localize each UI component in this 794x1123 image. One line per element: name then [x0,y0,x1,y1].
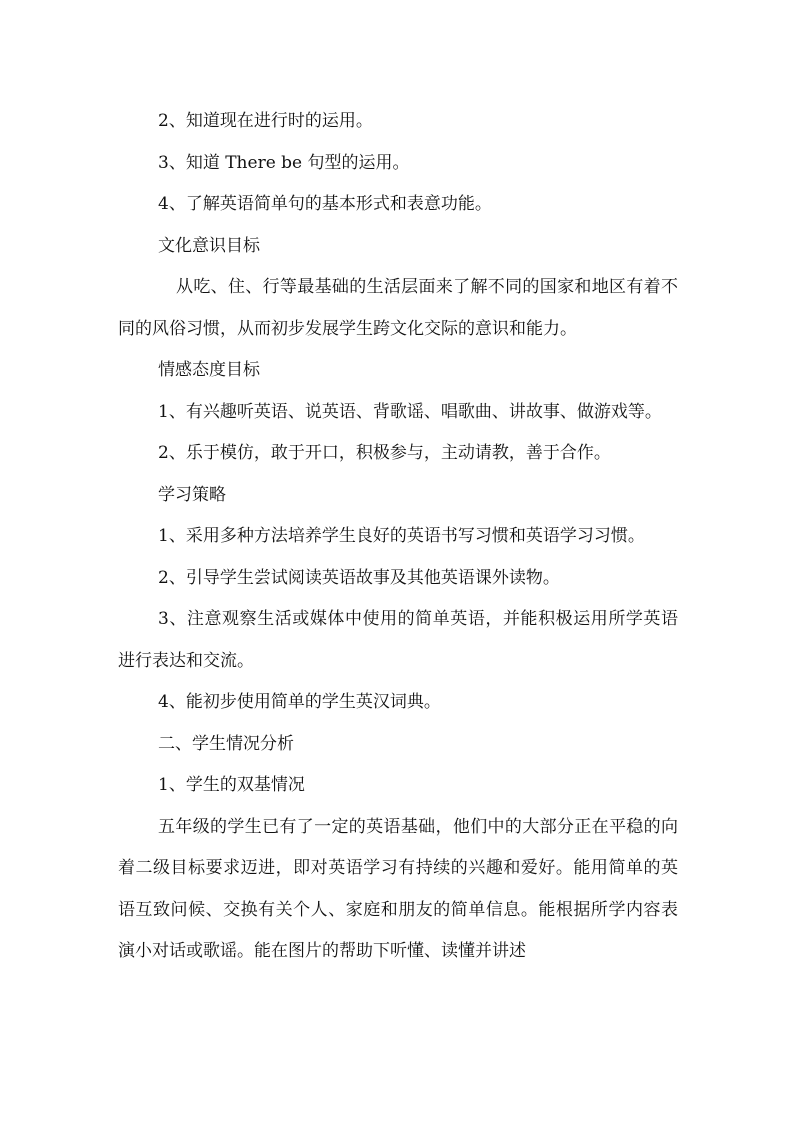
paragraph-1: 2、知道现在进行时的运用。 [158,111,373,131]
paragraph-strategy-1: 1、采用多种方法培养学生良好的英语书写习惯和英语学习习惯。 [158,526,645,546]
section-heading-culture: 文化意识目标 [158,235,260,256]
section-heading-attitude: 情感态度目标 [158,360,260,380]
section-heading-strategy: 学习策略 [158,484,226,505]
document-body [118,101,678,973]
paragraph-attitude-1: 1、有兴趣听英语、说英语、背歌谣、唱歌曲、讲故事、做游戏等。 [158,401,662,422]
paragraph-2: 3、知道 There be 句型的运用。 [158,152,410,173]
subheading-basics: 1、学生的双基情况 [158,775,305,795]
paragraph-culture-body: 从吃、住、行等最基础的生活层面来了解不同的国家和地区有着不同的风俗习惯，从而初步发展学生跨文化交际的意识和能力。 [118,277,678,339]
paragraph-basics-body: 五年级的学生已有了一定的英语基础，他们中的大部分正在平稳的向着二级目标要求迈进，即对英语学习有持续的兴趣和爱好。能用简单的英语互致问候、交换有关个人、家庭和朋友的简单信息。能根据所学内容表演小对话或歌谣。能在图片的帮助下听懂、读懂并讲述 [118,816,678,961]
paragraph-strategy-2: 2、引导学生尝试阅读英语故事及其他英语课外读物。 [158,567,560,588]
section-heading-student-analysis: 二、学生情况分析 [158,733,294,754]
paragraph-3: 4、了解英语简单句的基本形式和表意功能。 [158,194,492,214]
paragraph-strategy-3: 3、注意观察生活或媒体中使用的简单英语，并能积极运用所学英语进行表达和交流。 [118,609,678,671]
paragraph-strategy-4: 4、能初步使用简单的学生英汉词典。 [158,692,441,712]
paragraph-attitude-2: 2、乐于模仿，敢于开口，积极参与，主动请教，善于合作。 [158,443,611,463]
